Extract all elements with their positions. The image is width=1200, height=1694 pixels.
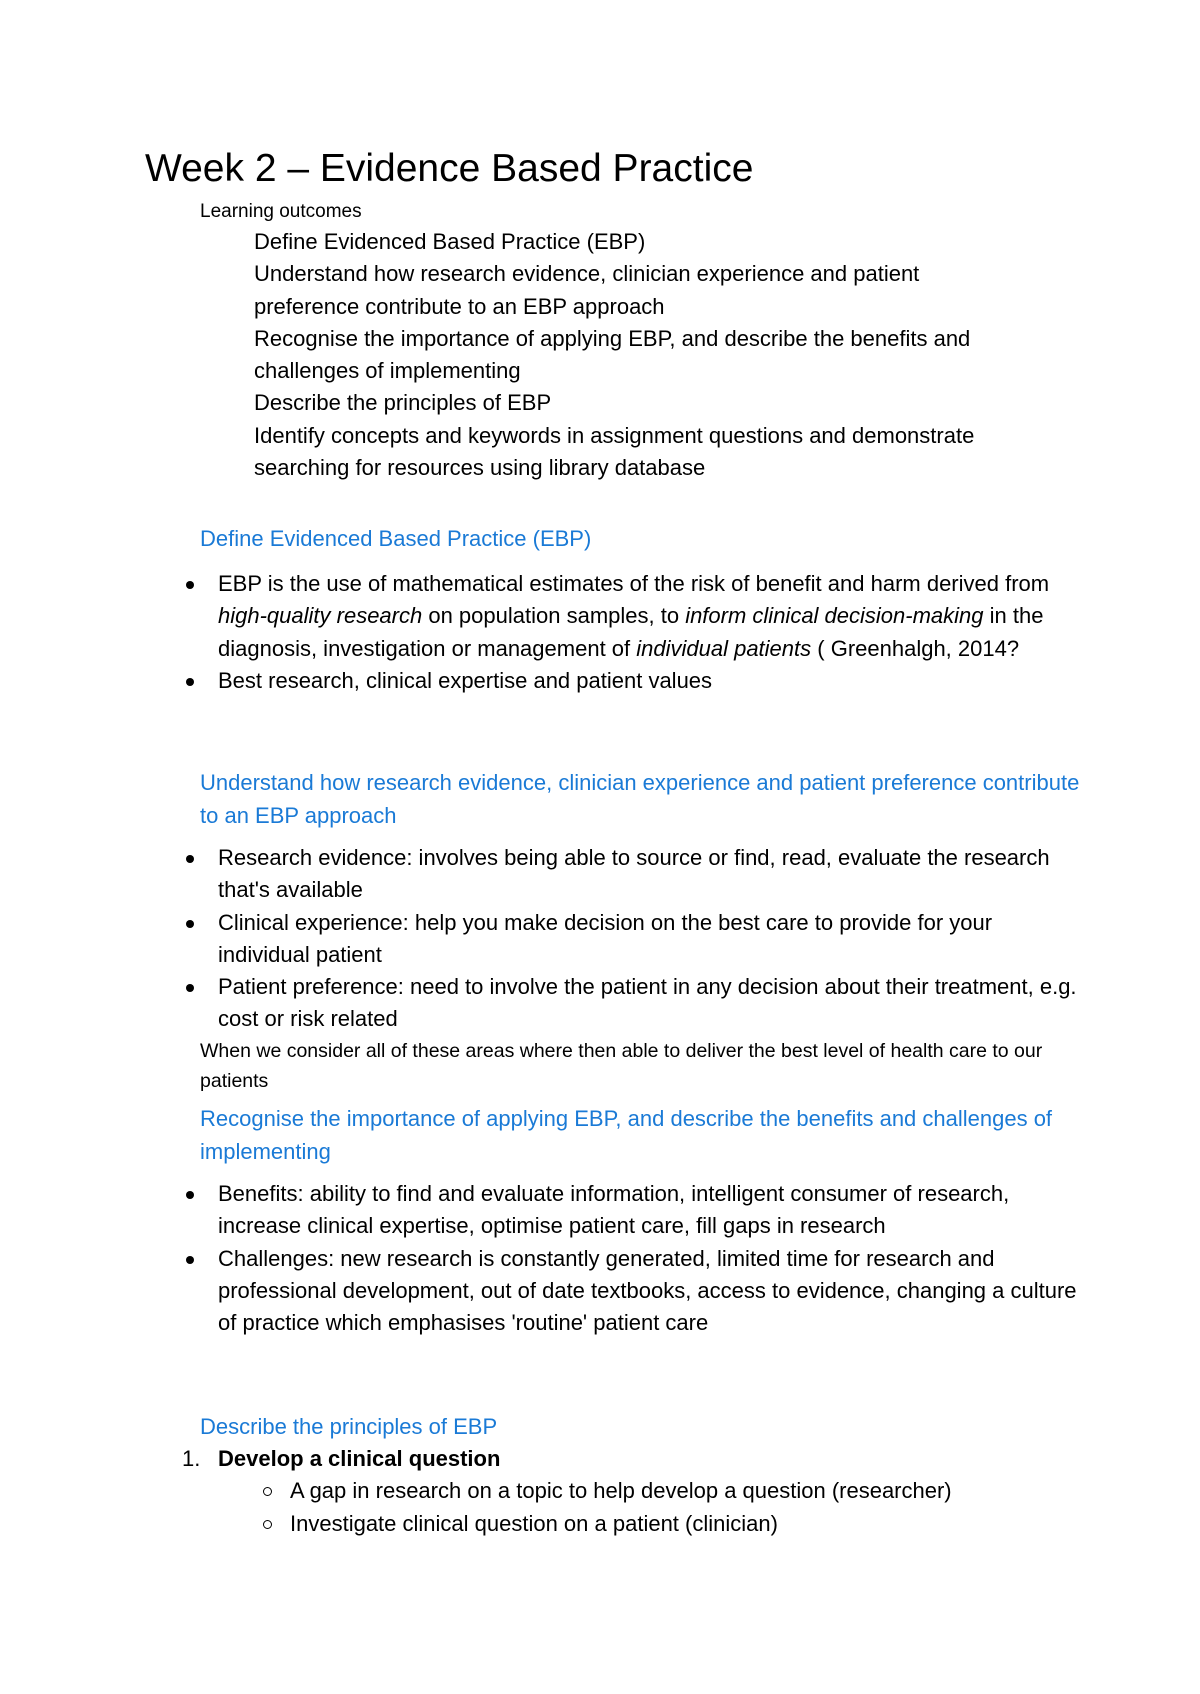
sub-list-item	[290, 1475, 1082, 1507]
bullet-icon	[186, 855, 194, 863]
sub-list-item-text: A gap in research on a topic to help develop a question (researcher)	[290, 1478, 952, 1504]
learning-outcomes-heading: Learning outcomes	[200, 201, 362, 222]
list-item	[200, 907, 1080, 972]
learning-outcome-line: Understand how research evidence, clinician experience and patient	[254, 261, 920, 287]
italic-text-run: high-quality research	[218, 603, 423, 629]
list-item-text: Challenges: new research is constantly generated, limited time for research and professional development, out of date textbooks, access to evidence, changing a culture of practice which emphasises 'routine' patient care	[218, 1245, 1077, 1336]
bullet-icon	[186, 920, 194, 928]
list-item-text: Benefits: ability to find and evaluate information, intelligent consumer of research, increase clinical expertise, optimise patient care, fill gaps in research	[218, 1181, 1010, 1239]
principles-list	[182, 1443, 1082, 1540]
hollow-bullet-icon	[263, 1487, 272, 1496]
learning-outcome-line: Identify concepts and keywords in assignment questions and demonstrate	[254, 422, 975, 448]
sub-list	[290, 1475, 1082, 1540]
section-heading-understand: Understand how research evidence, clinician experience and patient preference contribute to an EBP approach	[200, 770, 1080, 828]
bullet-icon	[186, 1191, 194, 1199]
list-item	[200, 665, 1080, 697]
bullet-icon	[186, 1256, 194, 1264]
list-item	[200, 1178, 1080, 1243]
bullet-icon	[186, 984, 194, 992]
italic-text-run: individual patients	[636, 635, 812, 661]
learning-outcome-line: challenges of implementing	[254, 358, 521, 384]
text-run: in the diagnosis, investigation or management of	[218, 603, 1044, 661]
list-item	[200, 568, 1080, 665]
sub-list-item-text: Investigate clinical question on a patient (clinician)	[290, 1510, 778, 1536]
text-run: on population samples, to	[422, 603, 686, 629]
section-heading-recognise: Recognise the importance of applying EBP, and describe the benefits and challenges of implementing	[200, 1106, 1053, 1164]
section-heading-define-ebp: Define Evidenced Based Practice (EBP)	[200, 526, 592, 551]
define-ebp-bullets	[200, 568, 1080, 697]
hollow-bullet-icon	[263, 1520, 272, 1529]
bullet-icon	[186, 581, 194, 589]
learning-outcome-line: preference contribute to an EBP approach	[254, 293, 665, 319]
list-item-text: Research evidence: involves being able to source or find, read, evaluate the research that's available	[218, 845, 1050, 903]
understand-bullets	[200, 842, 1080, 1036]
list-item	[200, 842, 1080, 907]
list-item	[200, 971, 1080, 1036]
list-item	[200, 1243, 1080, 1340]
text-run: ( Greenhalgh, 2014?	[811, 635, 1020, 661]
list-item-text: Patient preference: need to involve the patient in any decision about their treatment, e.g. cost or risk related	[218, 974, 1077, 1032]
learning-outcome-line: searching for resources using library database	[254, 455, 706, 481]
list-item-text: Clinical experience: help you make decision on the best care to provide for your individual patient	[218, 909, 993, 967]
text-run: EBP is the use of mathematical estimates of the risk of benefit and harm derived from	[218, 571, 1050, 596]
numbered-item	[182, 1443, 1082, 1540]
summary-note: When we consider all of these areas where then able to deliver the best level of health care to our patients	[200, 1040, 1043, 1092]
learning-outcome-line: Define Evidenced Based Practice (EBP)	[254, 229, 646, 254]
sub-list-item	[290, 1508, 1082, 1540]
recognise-bullets	[200, 1178, 1080, 1339]
bullet-icon	[186, 678, 194, 686]
learning-outcome-line: Recognise the importance of applying EBP, and describe the benefits and	[254, 325, 971, 351]
learning-outcome-line: Describe the principles of EBP	[254, 390, 552, 416]
learning-outcomes-list	[254, 226, 1114, 484]
list-item-text: Best research, clinical expertise and patient values	[218, 667, 713, 693]
page-title: Week 2 – Evidence Based Practice	[145, 147, 754, 190]
item-number: 1.	[182, 1446, 201, 1471]
section-heading-principles: Describe the principles of EBP	[200, 1414, 498, 1439]
italic-text-run: inform clinical decision-making	[685, 603, 984, 629]
item-title: Develop a clinical question	[218, 1446, 501, 1471]
